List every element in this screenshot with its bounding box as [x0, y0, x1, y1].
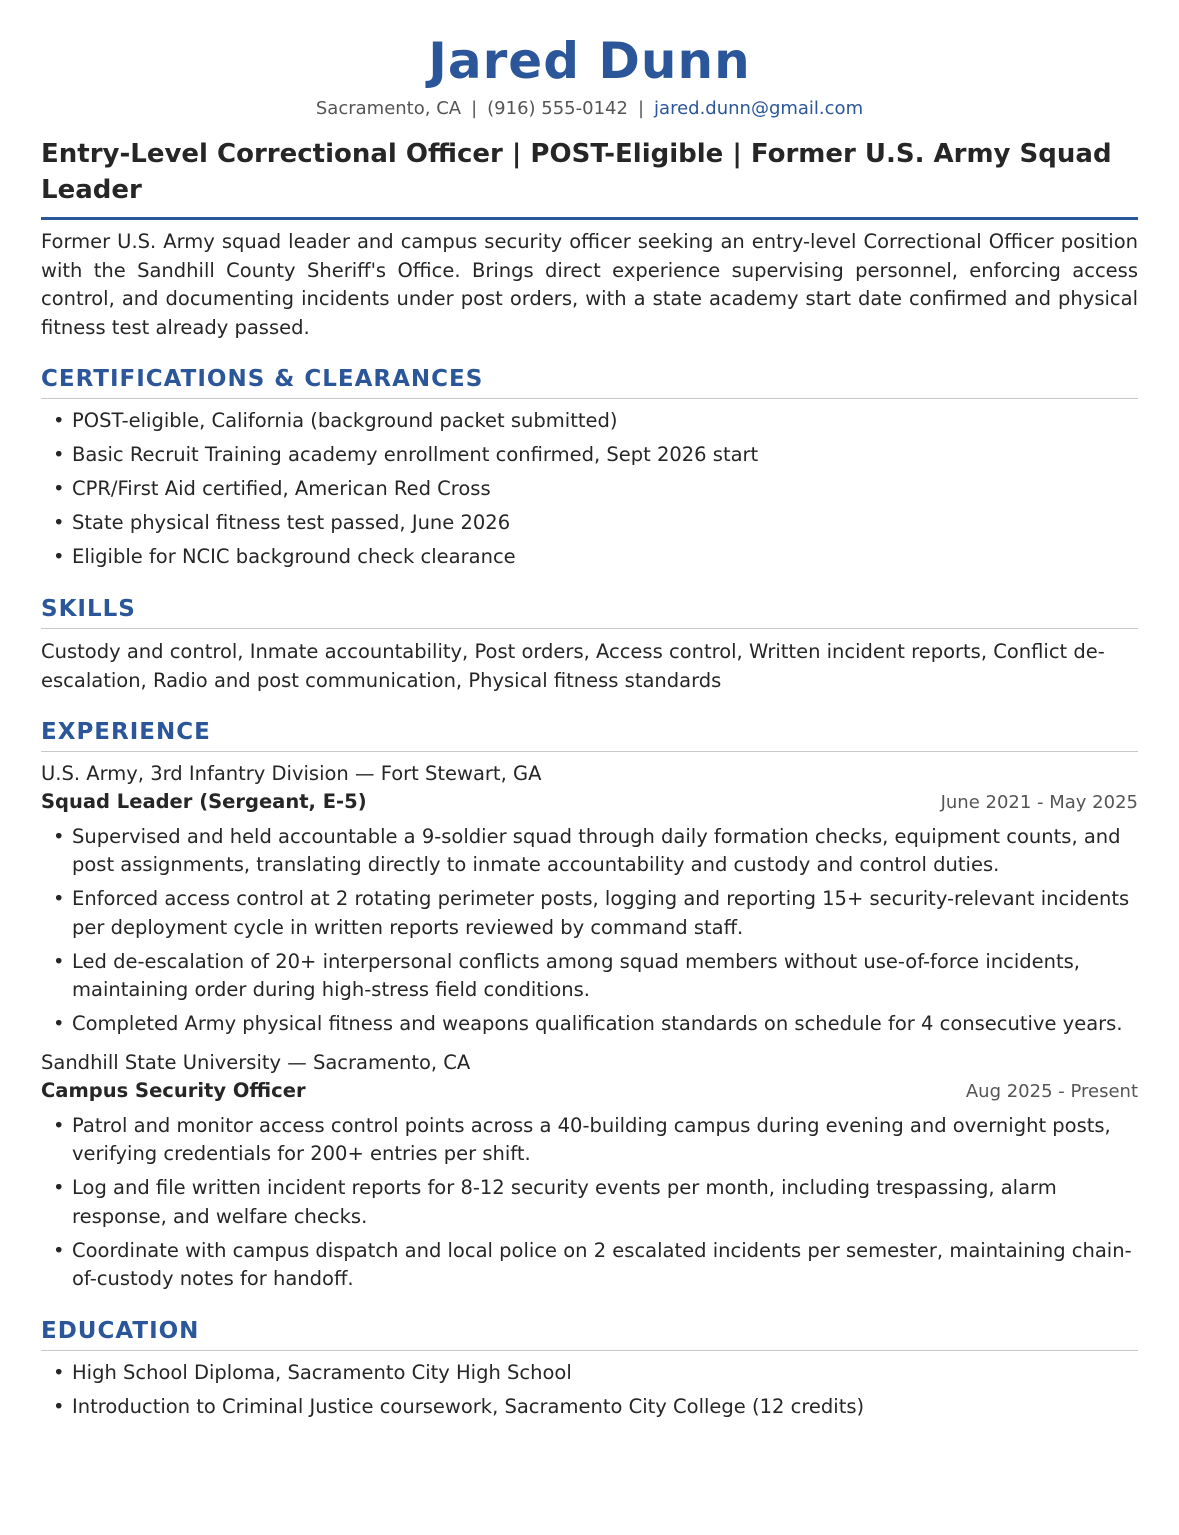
- section-title-certifications: CERTIFICATIONS & CLEARANCES: [41, 364, 1138, 399]
- list-item: • POST-eligible, California (background packet submitted): [41, 407, 1138, 436]
- candidate-name: Jared Dunn: [428, 32, 751, 90]
- certifications-list: [41, 407, 1138, 572]
- job-entry: [41, 1049, 1138, 1294]
- list-item: • Supervised and held accountable a 9-soldier squad through daily formation checks, equipment counts, and post assignments, translating directly to inmate accountability and custody and control duties.: [41, 823, 1138, 880]
- list-item: • Coordinate with campus dispatch and local police on 2 escalated incidents per semester, maintaining chain-of-custody notes for handoff.: [41, 1237, 1138, 1294]
- list-item: • CPR/First Aid certified, American Red Cross: [41, 475, 1138, 504]
- job-title: Campus Security Officer: [41, 1078, 306, 1102]
- job-bullets: [41, 1112, 1138, 1294]
- section-title-education: EDUCATION: [41, 1316, 1138, 1351]
- job-role-row: [41, 788, 1138, 817]
- job-title: Squad Leader (Sergeant, E-5): [41, 789, 367, 813]
- job-organization: Sandhill State University — Sacramento, CA: [41, 1050, 471, 1074]
- list-item: • Led de-escalation of 20+ interpersonal conflicts among squad members without use-of-force incidents, maintaining order during high-stress field conditions.: [41, 948, 1138, 1005]
- list-item: • Eligible for NCIC background check clearance: [41, 543, 1138, 572]
- skills-text: Custody and control, Inmate accountability, Post orders, Access control, Written incident reports, Conflict de-escalation, Radio and post communication, Physical fitness standards: [41, 639, 1105, 692]
- contact-line: [41, 96, 1138, 122]
- job-role-row: [41, 1077, 1138, 1106]
- job-entry: [41, 760, 1138, 1039]
- phone: (916) 555-0142: [487, 98, 628, 119]
- resume-page: [41, 0, 1138, 1421]
- education-list: [41, 1359, 1138, 1422]
- list-item: • Enforced access control at 2 rotating perimeter posts, logging and reporting 15+ security-relevant incidents per deployment cycle in written reports reviewed by command staff.: [41, 885, 1138, 942]
- job-organization: U.S. Army, 3rd Infantry Division — Fort Stewart, GA: [41, 761, 542, 785]
- list-item: • State physical fitness test passed, June 2026: [41, 509, 1138, 538]
- job-dates: June 2021 - May 2025: [940, 791, 1138, 813]
- list-item: • Introduction to Criminal Justice coursework, Sacramento City College (12 credits): [41, 1393, 1138, 1422]
- list-item: • Basic Recruit Training academy enrollment confirmed, Sept 2026 start: [41, 441, 1138, 470]
- location: Sacramento, CA: [315, 98, 462, 119]
- section-title-experience: EXPERIENCE: [41, 717, 1138, 752]
- list-item: • Patrol and monitor access control points across a 40-building campus during evening and overnight posts, verifying credentials for 200+ entries per shift.: [41, 1112, 1138, 1169]
- list-item: • Completed Army physical fitness and weapons qualification standards on schedule for 4 consecutive years.: [41, 1010, 1138, 1039]
- list-item: • Log and file written incident reports for 8-12 security events per month, including trespassing, alarm response, and welfare checks.: [41, 1174, 1138, 1231]
- contact-separator: |: [637, 98, 645, 119]
- list-item: • High School Diploma, Sacramento City High School: [41, 1359, 1138, 1388]
- job-dates: Aug 2025 - Present: [965, 1080, 1138, 1102]
- contact-separator: |: [471, 98, 478, 119]
- headline: Entry-Level Correctional Officer | POST-Eligible | Former U.S. Army Squad Leader: [41, 136, 1138, 220]
- summary: Former U.S. Army squad leader and campus security officer seeking an entry-level Correctional Officer position with the Sandhill County Sheriff's Office. Brings direct experience supervising personnel, enforcing access control, and documenting incidents under post orders, with a state academy start date confirmed and physical fitness test already passed.: [41, 230, 1138, 339]
- email-link[interactable]: jared.dunn@gmail.com: [654, 98, 864, 119]
- job-bullets: [41, 823, 1138, 1039]
- section-title-skills: SKILLS: [41, 594, 1138, 629]
